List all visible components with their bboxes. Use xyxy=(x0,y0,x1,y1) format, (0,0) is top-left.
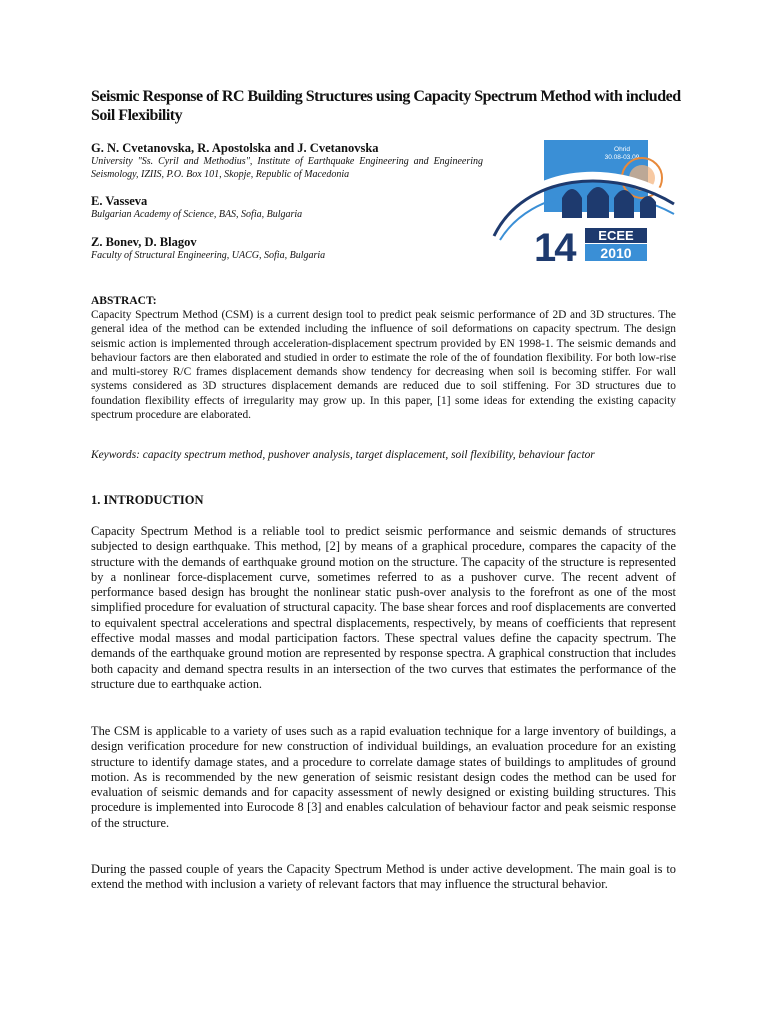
abstract-text: Capacity Spectrum Method (CSM) is a current design tool to predict peak seismic performance of 2D and 3D structures. The general idea of the method can be extended including the influence of soil deformations on capacity spectrum. The design seismic action is implemented through acceleration-displacement spectrum provided by EN 1998-1. The seismic demands and behaviour factors are then elaborated and studied in order to estimate the role of the of foundation flexibility. For both low-rise and multi-storey R/C frames displacement demands show tendency for decreasing when soil is becoming stiffer. For wall systems considered as 3D structures displacement demands are reduced due to soil stiffening. For 3D structures due to foundation flexibility effects of irregularity may grow up. In this paper, [1] some ideas for extending the existing capacity spectrum procedure are elaborated. xyxy=(91,309,676,422)
author-names-3: Z. Bonev, D. Blagov xyxy=(91,235,197,249)
intro-paragraph-3: During the passed couple of years the Capacity Spectrum Method is under active development. The main goal is to extend the method with inclusion a variety of relevant factors that may influence the structural behavior. xyxy=(91,862,676,892)
logo-year: 2010 xyxy=(600,245,632,261)
author-affiliation-2: Bulgarian Academy of Science, BAS, Sofia, Bulgaria xyxy=(91,209,303,220)
logo-location: Ohrid xyxy=(614,146,630,153)
conference-logo xyxy=(492,140,676,264)
logo-name: ECEE xyxy=(598,228,634,243)
intro-paragraph-2: The CSM is applicable to a variety of uses such as a rapid evaluation technique for a large inventory of buildings, a design verification procedure for new construction of individual buildings, an evaluation procedure for an existing structure to identify damage states, and a procedure to correlate damage states of buildings to amplitudes of ground motion. As is recommended by the new generation of seismic resistant design codes the method can be used for evaluation of seismic demands and for capacity assessment of newly designed or existing building structures. This procedure is implemented into Eurocode 8 [3] and enables calculation of behaviour factor and peak seismic response of the structure. xyxy=(91,724,676,830)
abstract-heading: ABSTRACT: xyxy=(91,295,157,307)
intro-paragraph-1: Capacity Spectrum Method is a reliable tool to predict seismic performance and seismic demands of structures subjected to design earthquake. This method, [2] by means of a graphical procedure, compares the capacity of the structure with the demands of earthquake ground motion on the structure. The capacity of the structure is represented by a nonlinear force-displacement curve, sometimes referred to as a pushover curve. The recent advent of performance based design has brought the nonlinear static push-over analysis to the forefront as one of the most simplified procedure for evaluation of structural capacity. The base shear forces and roof displacements are converted to equivalent spectral accelerations and spectral displacements, respectively, by means of coefficients that represent effective modal masses and modal participation factors. These spectral values define the capacity spectrum. The demands of the earthquake ground motion are represented by response spectra. A graphical construction that includes both capacity and demand spectra results in an intersection of the two curves that estimates the performance of the structure due to earthquake action. xyxy=(91,524,676,691)
paper-title: Seismic Response of RC Building Structures using Capacity Spectrum Method with included Soil Flexibility xyxy=(91,88,681,124)
author-affiliation-3: Faculty of Structural Engineering, UACG, Sofia, Bulgaria xyxy=(91,250,326,261)
logo-arch-4 xyxy=(640,196,656,218)
author-names-2: E. Vasseva xyxy=(91,194,148,208)
keywords: Keywords: capacity spectrum method, pushover analysis, target displacement, soil flexibility, behaviour factor xyxy=(91,449,595,461)
logo-number: 14 xyxy=(534,226,575,264)
logo-arch-3 xyxy=(614,190,634,218)
logo-arch-2 xyxy=(587,187,609,218)
logo-dates: 30.08-03.09 xyxy=(604,154,640,161)
author-affiliation-1: University "Ss. Cyril and Methodius", Institute of Earthquake Engineering and Engineering Seismology, IZIIS, P.O. Box 101, Skopje, Republic of Macedonia xyxy=(91,156,483,180)
section-heading-introduction: 1. INTRODUCTION xyxy=(91,493,204,507)
author-names-1: G. N. Cvetanovska, R. Apostolska and J. Cvetanovska xyxy=(91,141,379,155)
